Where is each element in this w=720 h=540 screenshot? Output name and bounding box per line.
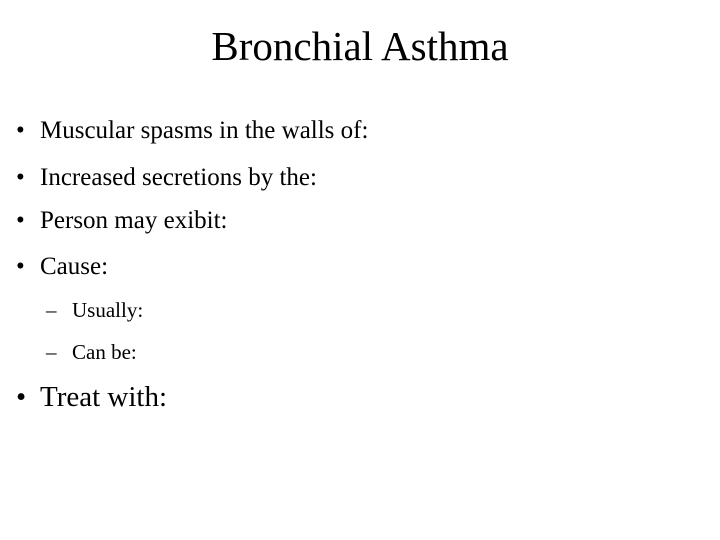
sub-bullet-text: Usually: — [72, 298, 144, 322]
sub-bullet-item — [46, 338, 137, 366]
bullet-dot-icon: • — [16, 164, 25, 191]
dash-icon: – — [46, 298, 57, 322]
slide-title: Bronchial Asthma — [211, 23, 509, 69]
bullet-text: Treat with: — [40, 381, 168, 413]
bullet-text: Muscular spasms in the walls of: — [40, 117, 369, 144]
bullet-dot-icon: • — [16, 381, 27, 413]
bullet-dot-icon: • — [16, 253, 25, 280]
sub-bullet-item — [46, 296, 143, 324]
bullet-item — [16, 205, 227, 237]
bullet-dot-icon: • — [16, 117, 25, 144]
bullet-dot-icon: • — [16, 207, 25, 234]
bullet-text: Increased secretions by the: — [40, 164, 317, 191]
sub-bullet-text: Can be: — [72, 340, 137, 364]
bullet-item-large — [16, 379, 167, 415]
bullet-text: Person may exibit: — [40, 207, 228, 234]
dash-icon: – — [46, 340, 57, 364]
bullet-text: Cause: — [40, 253, 109, 280]
bullet-item — [16, 251, 108, 283]
bullet-item — [16, 115, 368, 147]
bullet-item — [16, 162, 317, 194]
